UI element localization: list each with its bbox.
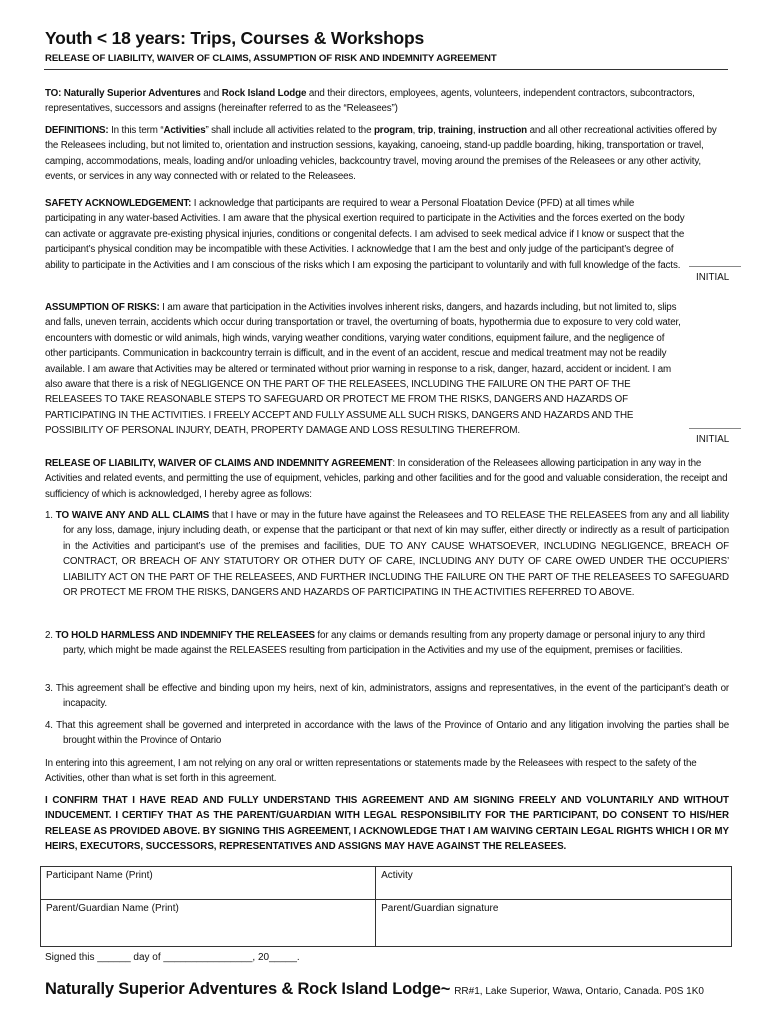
clause-3 <box>45 681 729 712</box>
to-lead: TO: Naturally Superior Adventures <box>45 88 201 99</box>
subtitle-divider <box>44 69 728 70</box>
definitions-keyword-training: training <box>438 125 473 136</box>
release-paragraph <box>45 456 729 502</box>
confirmation-statement: I CONFIRM THAT I HAVE READ AND FULLY UNDERSTAND THIS AGREEMENT AND AM SIGNING FREELY AND VOLUNTARILY AND WITHOUT INDUCEMENT. I CERTIFY THAT AS THE PARENT/GUARDIAN WITH LEGAL RESPONSIBILITY FOR THE PARTICIPANT, DO CONSENT TO HIS/HER RELEASE AS PROVIDED ABOVE. BY SIGNING THIS AGREEMENT, I ACKNOWLEDGE THAT I AM WAIVING CERTAIN LEGAL RIGHTS WHICH I OR MY HEIRS, EXECUTORS, SUCCESSORS, REPRESENTATIVES AND ASSIGNS MAY HAVE AGAINST THE RELEASEES. <box>45 795 729 853</box>
to-paragraph <box>45 86 729 117</box>
clause-1-text: that I have or may in the future have against the Releasees and TO RELEASE THE RELEASEES from any and all liability for any loss, damage, injury including death, or expense that the participant or that next of kin may suffer, either directly or indirectly as a result of participation in the Activities and participant’s use of the premises and facilities, DUE TO ANY CAUSE WHATSOEVER, INCLUDING NEGLIGENCE, BREACH OF CONTRACT, OR BREACH OF ANY STATUTORY OR OTHER DUTY OF CARE, INCLUDING ANY DUTY OF CARE OWED UNDER THE OCCUPIERS’ LIABILITY ACT ON THE PART OF THE RELEASEES, AND FURTHER INCLUDING THE FAILURE ON THE PART OF THE RELEASEES TO SAFEGUARD OR PROTECT ME FROM THE RISKS, DANGERS AND HAZARDS OF PARTICIPATING IN THE ACTIVITIES REFERRED TO ABOVE. <box>63 510 729 599</box>
clause-1-lead: TO WAIVE ANY AND ALL CLAIMS <box>55 510 210 521</box>
definitions-text-2: ” shall include all activities related to the <box>205 125 374 136</box>
clause-3-number: 3. <box>45 683 53 694</box>
assumption-text: I am aware that participation in the Activities involves inherent risks, dangers, and hazards including, but not limited to, slips and falls, uneven terrain, accidents which occur during transportation or travel, the overturning of boats, hypothermia due to exposure to very cold water, encounters with domestic or wild animals, high winds, varying weather conditions, varying water conditions, equipment failure, and the negligence of other participants. Communication in backcountry terrain is difficult, and in the event of an accident, rescue and medical treatment may not be readily available. I am aware that Activities may be altered or terminated without prior warning in response to a risk, danger, hazard, accident or incident. I am also aware that there is a risk of NEGLIGENCE ON THE PART OF THE RELEASEES, INCLUDING THE FAILURE ON THE PART OF THE RELEASEES TO TAKE REASONABLE STEPS TO SAFEGUARD OR PROTECT ME FROM THE RISKS, DANGERS AND HAZARDS OF PARTICIPATING IN THE ACTIVITIES. I FREELY ACCEPT AND FULLY ASSUME ALL SUCH RISKS, DANGERS AND HAZARDS AND THE POSSIBILITY OF PERSONAL INJURY, DEATH, PROPERTY DAMAGE AND LOSS RESULTING THEREFROM. <box>45 302 681 437</box>
clause-4-number: 4. <box>45 720 53 731</box>
page-title: Youth < 18 years: Trips, Courses & Workshops <box>45 28 425 48</box>
clause-4-text: That this agreement shall be governed and interpreted in accordance with the laws of the Province of Ontario and any litigation involving the parties shall be brought within the Province of Ontario <box>56 720 729 747</box>
assumption-initial-line[interactable] <box>689 428 741 429</box>
definitions-keyword-program: program <box>373 125 413 136</box>
footer-organization: Naturally Superior Adventures & Rock Island Lodge~ <box>45 980 451 998</box>
activity-field[interactable] <box>376 867 732 900</box>
to-text: and their directors, employees, agents, volunteers, independent contractors, subcontractors, representatives, successors and assigns (hereinafter referred to as the “Releasees”) <box>45 88 695 115</box>
safety-initial-label: INITIAL <box>696 272 730 283</box>
safety-text: I acknowledge that participants are required to wear a Personal Floatation Device (PFD) at all times while participating in any water-based Activities. I am aware that the physical exertion required to participate in the Activities and the forces exerted on the body can activate or aggravate pre-existing physical injuries, conditions or congenital defects. I am advised to seek medical advice if I know or suspect that the participant’s physical condition may be incompatible with these Activities. I acknowledge that I am the best and only judge of the participant’s degree of ability to participate in the Activities and I am conscious of the risks which I am exposing the participant to voluntarily and with full knowledge of the facts. <box>45 198 685 271</box>
safety-initial-line[interactable] <box>689 266 741 267</box>
clause-1 <box>45 508 729 600</box>
assumption-lead: ASSUMPTION OF RISKS: <box>45 302 160 313</box>
signed-date-line[interactable]: Signed this ______ day of ________________, 20_____. <box>45 952 300 963</box>
participant-name-field[interactable] <box>41 867 376 900</box>
release-text: : In consideration of the Releasees allowing participation in any way in the Activities and related events, and permitting the use of equipment, vehicles, parking and other facilities and for the good and valuable consideration, the receipt and sufficiency of which is acknowledged, I hereby agree as follows: <box>45 458 728 500</box>
entering-paragraph: In entering into this agreement, I am not relying on any oral or written representations or statements made by the Releasees with respect to the safety of the Activities, other than what is set forth in this agreement. <box>45 758 697 785</box>
to-org2: Rock Island Lodge <box>221 88 307 99</box>
footer <box>45 980 704 999</box>
clause-2 <box>45 628 729 659</box>
definitions-text-3: and all other recreational activities offered by the Releasees including, but not limited to, orientation and instruction sessions, kayaking, canoeing, stand-up paddle boarding, hiking, transportation or travel, camping, accommodations, meals, loading and/or unloading vehicles, backcountry travel, moving around the premises of the Releasees or any other activity, events, or services in any way connected with or related to the Releasees. <box>45 125 717 183</box>
definitions-keyword-trip: trip <box>417 125 433 136</box>
guardian-signature-field[interactable] <box>376 900 732 947</box>
guardian-name-label: Parent/Guardian Name (Print) <box>46 903 179 914</box>
activity-label: Activity <box>381 870 413 881</box>
definitions-comma: , <box>433 125 439 136</box>
footer-address: RR#1, Lake Superior, Wawa, Ontario, Canada. P0S 1K0 <box>454 986 704 997</box>
definitions-text-1: In this term “ <box>108 125 164 136</box>
assumption-initial-label: INITIAL <box>696 434 730 445</box>
clause-2-text: for any claims or demands resulting from any property damage or personal injury to any third party, which might be made against the RELEASEES resulting from participation in the Activities and my use of the equipment, premises or facilities. <box>63 630 705 657</box>
definitions-paragraph <box>45 123 729 185</box>
page-subtitle: RELEASE OF LIABILITY, WAIVER OF CLAIMS, ASSUMPTION OF RISK AND INDEMNITY AGREEMENT <box>45 53 497 64</box>
definitions-keyword-instruction: instruction <box>478 125 528 136</box>
clause-2-number: 2. <box>45 630 53 641</box>
guardian-name-field[interactable] <box>41 900 376 947</box>
definitions-lead: DEFINITIONS: <box>45 125 109 136</box>
definitions-comma: , <box>412 125 418 136</box>
safety-lead: SAFETY ACKNOWLEDGEMENT: <box>45 198 192 209</box>
definitions-comma: , <box>472 125 479 136</box>
participant-name-label: Participant Name (Print) <box>46 870 153 881</box>
safety-paragraph <box>45 196 685 273</box>
clause-3-text: This agreement shall be effective and binding upon my heirs, next of kin, administrators, assigns and representatives, in the event of the participant’s death or incapacity. <box>55 683 729 710</box>
clause-2-lead: TO HOLD HARMLESS AND INDEMNIFY THE RELEASEES <box>55 630 315 641</box>
to-and: and <box>200 88 222 99</box>
clause-1-number: 1. <box>45 510 53 521</box>
clause-4 <box>45 718 729 749</box>
guardian-signature-label: Parent/Guardian signature <box>381 903 499 914</box>
definitions-term: Activities <box>163 125 206 136</box>
assumption-paragraph <box>45 300 685 439</box>
release-lead: RELEASE OF LIABILITY, WAIVER OF CLAIMS AND INDEMNITY AGREEMENT <box>45 458 393 469</box>
signature-table <box>40 866 732 947</box>
